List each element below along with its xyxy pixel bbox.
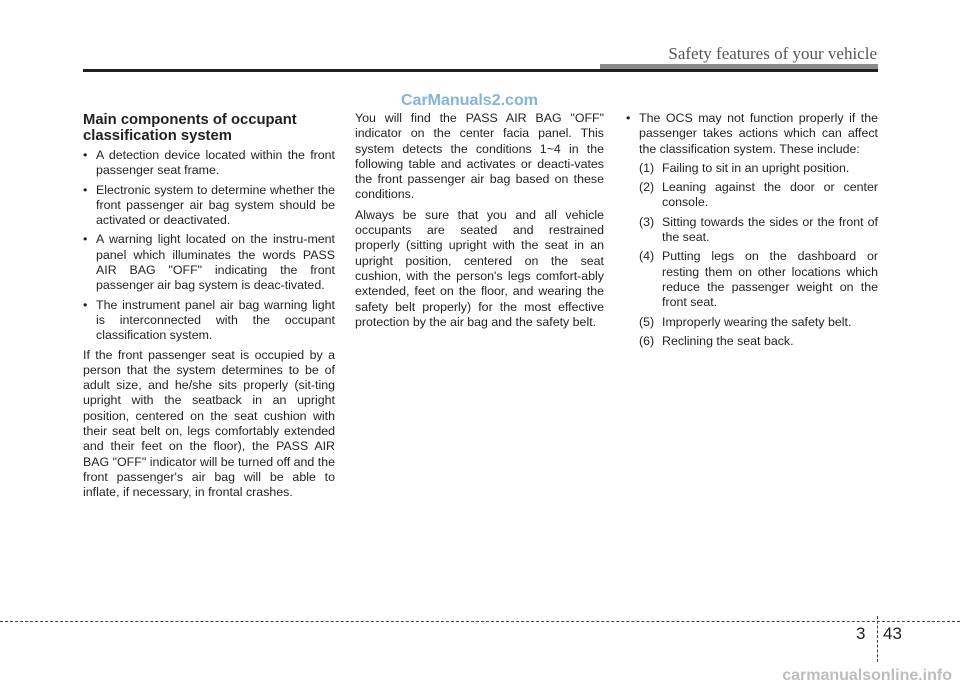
watermark-top: CarManuals2.com — [401, 92, 538, 109]
list-item — [639, 180, 878, 211]
item-number: (5) — [639, 314, 655, 329]
list-item — [639, 215, 878, 246]
body-paragraph: You will find the PASS AIR BAG "OFF" indicator on the center facia panel. This system detects the conditions 1~4 in the following table and activates or deacti-vates the front passenger air bag based on these conditions. — [355, 111, 604, 202]
item-number: (3) — [639, 214, 655, 229]
list-item-text: Improperly wearing the safety belt. — [662, 314, 852, 329]
section-title: Safety features of your vehicle — [668, 44, 877, 63]
page-number-divider — [877, 616, 878, 662]
component-list — [83, 148, 335, 344]
list-item — [639, 315, 878, 330]
body-paragraph: Always be sure that you and all vehicle occupants are seated and restrained properly (sitting upright with the seat in an upright position, centered on the seat cushion, with the person's legs comfort-ably extended, feet on the floor, and wearing the safety belt properly) for the most effective protection by the air bag and the safety belt. — [355, 207, 604, 329]
item-number: (1) — [639, 160, 655, 175]
list-item — [626, 111, 878, 157]
column-1 — [83, 112, 335, 506]
cause-list — [626, 161, 878, 349]
bullet-icon: • — [83, 232, 88, 247]
list-item — [83, 232, 335, 293]
list-item-text: Electronic system to determine whether the front passenger air bag system should be activated or deactivated. — [96, 182, 335, 228]
item-number: (6) — [639, 333, 655, 348]
item-number: (2) — [639, 180, 655, 195]
list-item-text: Failing to sit in an upright position. — [662, 160, 850, 175]
column-2 — [355, 111, 604, 335]
bullet-icon: • — [83, 148, 88, 162]
body-paragraph: If the front passenger seat is occupied by a person that the system determines to be of adult size, and he/she sits properly (sit-ting upright with the seatback in an upright position, centered on the seat cushion with their seat belt on, legs comfortably extended and their feet on the floor), the PASS AIR BAG "OFF" indicator will be turned off and the front passenger's air bag will be able to inflate, if necessary, in frontal crashes. — [83, 347, 335, 500]
footer-rule — [0, 621, 960, 622]
watermark-bottom: carmanualsonline.info — [782, 667, 952, 684]
list-item-text: A warning light located on the instru-ment panel which illuminates the words PASS AIR BAG "OFF" indicating the front passenger air bag system is deac-tivated. — [96, 232, 335, 293]
list-item — [83, 148, 335, 179]
list-item-text: A detection device located within the front passenger seat frame. — [96, 148, 335, 178]
list-item-text: Reclining the seat back. — [662, 333, 794, 348]
list-item — [639, 334, 878, 349]
column-3 — [626, 111, 878, 353]
chapter-number: 3 — [856, 624, 866, 643]
section-heading: Main components of occupant classification system — [83, 112, 297, 144]
list-item-text: Putting legs on the dashboard or resting them on other locations which reduce the passenger weight on the front seat. — [662, 249, 878, 310]
bullet-icon: • — [83, 182, 88, 197]
list-item — [639, 161, 878, 176]
list-item — [83, 298, 335, 344]
list-item-text: Leaning against the door or center console. — [662, 180, 878, 210]
page-number: 43 — [883, 624, 902, 643]
ocs-note-list — [626, 111, 878, 157]
list-item-text: The OCS may not function properly if the passenger takes actions which can affect the classification system. These include: — [639, 111, 878, 156]
item-number: (4) — [639, 249, 655, 264]
bullet-icon: • — [83, 297, 88, 312]
list-item — [83, 183, 335, 229]
list-item — [639, 249, 878, 310]
header-rule — [83, 69, 878, 72]
bullet-icon: • — [626, 111, 631, 125]
list-item-text: The instrument panel air bag warning light is interconnected with the occupant classification system. — [96, 297, 335, 343]
list-item-text: Sitting towards the sides or the front of the seat. — [662, 214, 878, 245]
